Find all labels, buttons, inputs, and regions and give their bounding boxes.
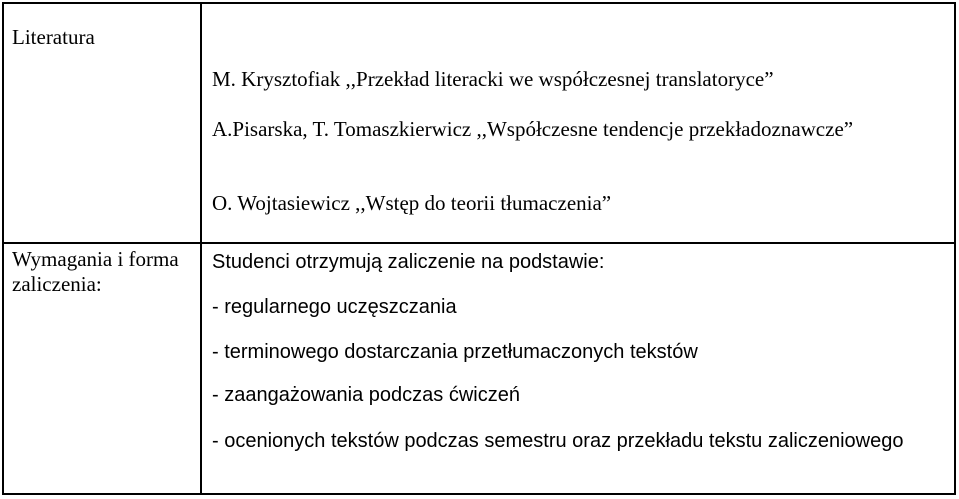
requirement-item: - zaangażowania podczas ćwiczeń xyxy=(212,384,520,406)
requirements-intro: Studenci otrzymują zaliczenie na podstawie: xyxy=(212,251,605,273)
syllabus-table xyxy=(2,2,956,495)
reference-item: A.Pisarska, T. Tomaszkierwicz ,,Współczesne tendencje przekładoznawcze” xyxy=(212,117,854,141)
literature-label: Literatura xyxy=(12,25,95,49)
requirement-item: - terminowego dostarczania przetłumaczonych tekstów xyxy=(212,341,698,363)
column-divider xyxy=(200,4,202,493)
requirement-item: - regularnego uczęszczania xyxy=(212,296,457,318)
reference-item: M. Krysztofiak ,,Przekład literacki we współczesnej translatoryce” xyxy=(212,67,774,91)
row-divider xyxy=(4,242,954,244)
requirements-label: Wymagania i forma zaliczenia: xyxy=(12,247,179,296)
requirement-item: - ocenionych tekstów podczas semestru oraz przekładu tekstu zaliczeniowego xyxy=(212,430,904,452)
reference-item: O. Wojtasiewicz ,,Wstęp do teorii tłumaczenia” xyxy=(212,191,612,215)
